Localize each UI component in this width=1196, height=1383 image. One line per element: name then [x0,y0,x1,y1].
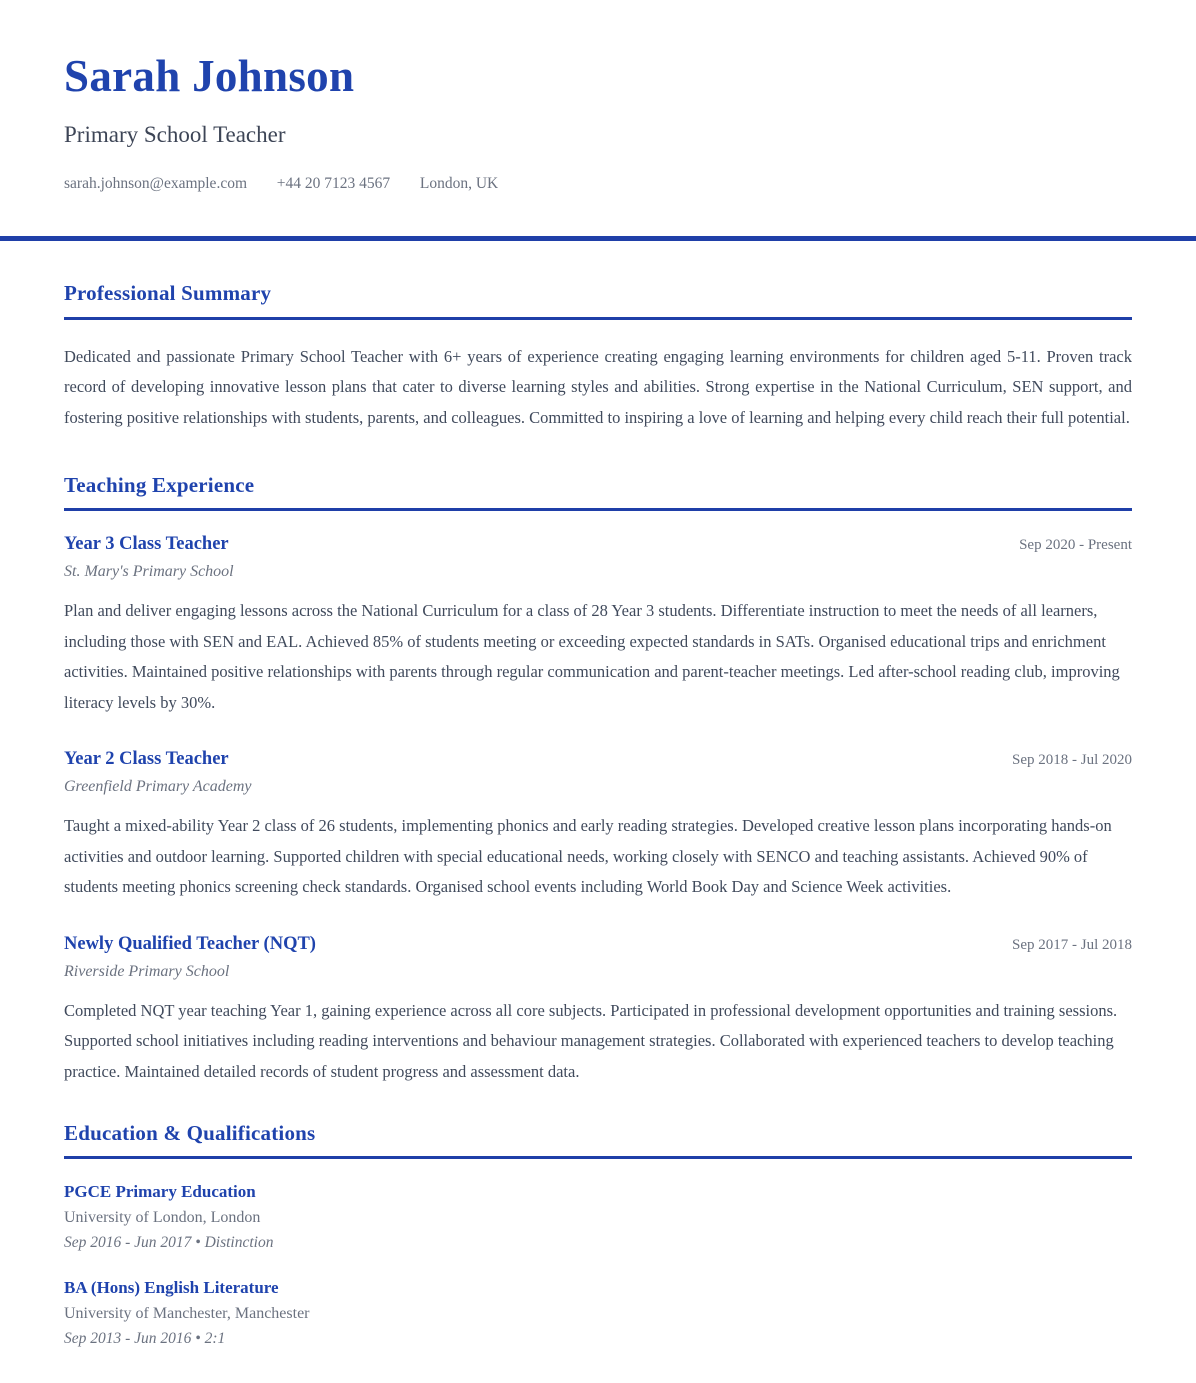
experience-role: Year 3 Class Teacher [64,534,229,555]
summary-text: Dedicated and passionate Primary School Teacher with 6+ years of experience creating engaging learning environments for children aged 5-11. Proven track record of developing innovative lesson plans that cater to diverse learning styles and abilities. Strong expertise in the National Curriculum, SEN support, and fostering positive relationships with students, parents, and colleagues. Committed to inspiring a love of learning and helping every child reach their full potential. [64,346,1132,427]
summary-body [64,320,1132,434]
section-teaching-experience [64,433,1132,1087]
experience-description: Plan and deliver engaging lessons across the National Curriculum for a class of 28 Year 3 students. Differentiate instruction to meet the needs of all learners, including those with SEN and EAL. Achieved 85% of students meeting or exceeding expected standards in SATs. Organised educational trips and enrichment activities. Maintained positive relationships with parents through regular communication and parent-teacher meetings. Led after-school reading club, improving literacy levels by 30%. [64,601,1120,712]
section-title-experience: Teaching Experience [64,473,255,498]
section-title-education: Education & Qualifications [64,1121,316,1146]
education-degree: PGCE Primary Education [64,1182,256,1202]
section-education-qualifications [64,1087,1132,1349]
education-dates-grade: Sep 2013 - Jun 2016 • 2:1 [64,1330,226,1348]
education-entry [64,1277,1132,1349]
resume-content [0,241,1196,1383]
education-entry [64,1181,1132,1253]
bottom-spacer [64,1349,1132,1383]
education-institution: University of Manchester, Manchester [64,1305,310,1323]
section-title-summary: Professional Summary [64,281,272,306]
education-institution: University of London, London [64,1209,261,1227]
experience-description: Completed NQT year teaching Year 1, gaining experience across all core subjects. Participated in professional development opportunities and training sessions. Supported school initiatives including reading interventions and behaviour management strategies. Collaborated with experienced teachers to develop teaching practice. Maintained detailed records of student progress and assessment data. [64,1000,1118,1081]
education-dates-grade: Sep 2016 - Jun 2017 • Distinction [64,1234,274,1252]
contact-location: London, UK [419,175,499,193]
experience-entry [64,933,1132,1087]
resume-header [0,0,1196,236]
experience-role: Year 2 Class Teacher [64,749,229,770]
experience-body [64,511,1132,1087]
candidate-name: Sarah Johnson [64,51,355,101]
experience-organisation: St. Mary's Primary School [64,563,234,581]
experience-description: Taught a mixed-ability Year 2 class of 26 students, implementing phonics and early reading strategies. Developed creative lesson plans incorporating hands-on activities and outdoor learning. Supported children with special educational needs, working closely with SENCO and teaching assistants. Achieved 90% of students meeting phonics screening check standards. Organised school events including World Book Day and Science Week activities. [64,816,1112,897]
experience-entry [64,748,1132,902]
education-degree: BA (Hons) English Literature [64,1278,279,1298]
experience-role: Newly Qualified Teacher (NQT) [64,933,316,954]
experience-dates: Sep 2018 - Jul 2020 [1012,752,1132,769]
contact-email[interactable]: sarah.johnson@example.com [64,175,248,193]
experience-entry-header [64,933,1132,956]
section-professional-summary [64,241,1132,433]
experience-entry [64,533,1132,718]
experience-dates: Sep 2017 - Jul 2018 [1012,936,1132,953]
contact-phone[interactable]: +44 20 7123 4567 [276,175,391,193]
contact-info [64,174,1132,194]
experience-entry-header [64,533,1132,556]
candidate-job-title: Primary School Teacher [64,121,286,147]
experience-dates: Sep 2020 - Present [1019,537,1132,554]
experience-organisation: Greenfield Primary Academy [64,778,252,796]
education-body [64,1159,1132,1349]
experience-entry-header [64,748,1132,771]
experience-organisation: Riverside Primary School [64,962,230,980]
